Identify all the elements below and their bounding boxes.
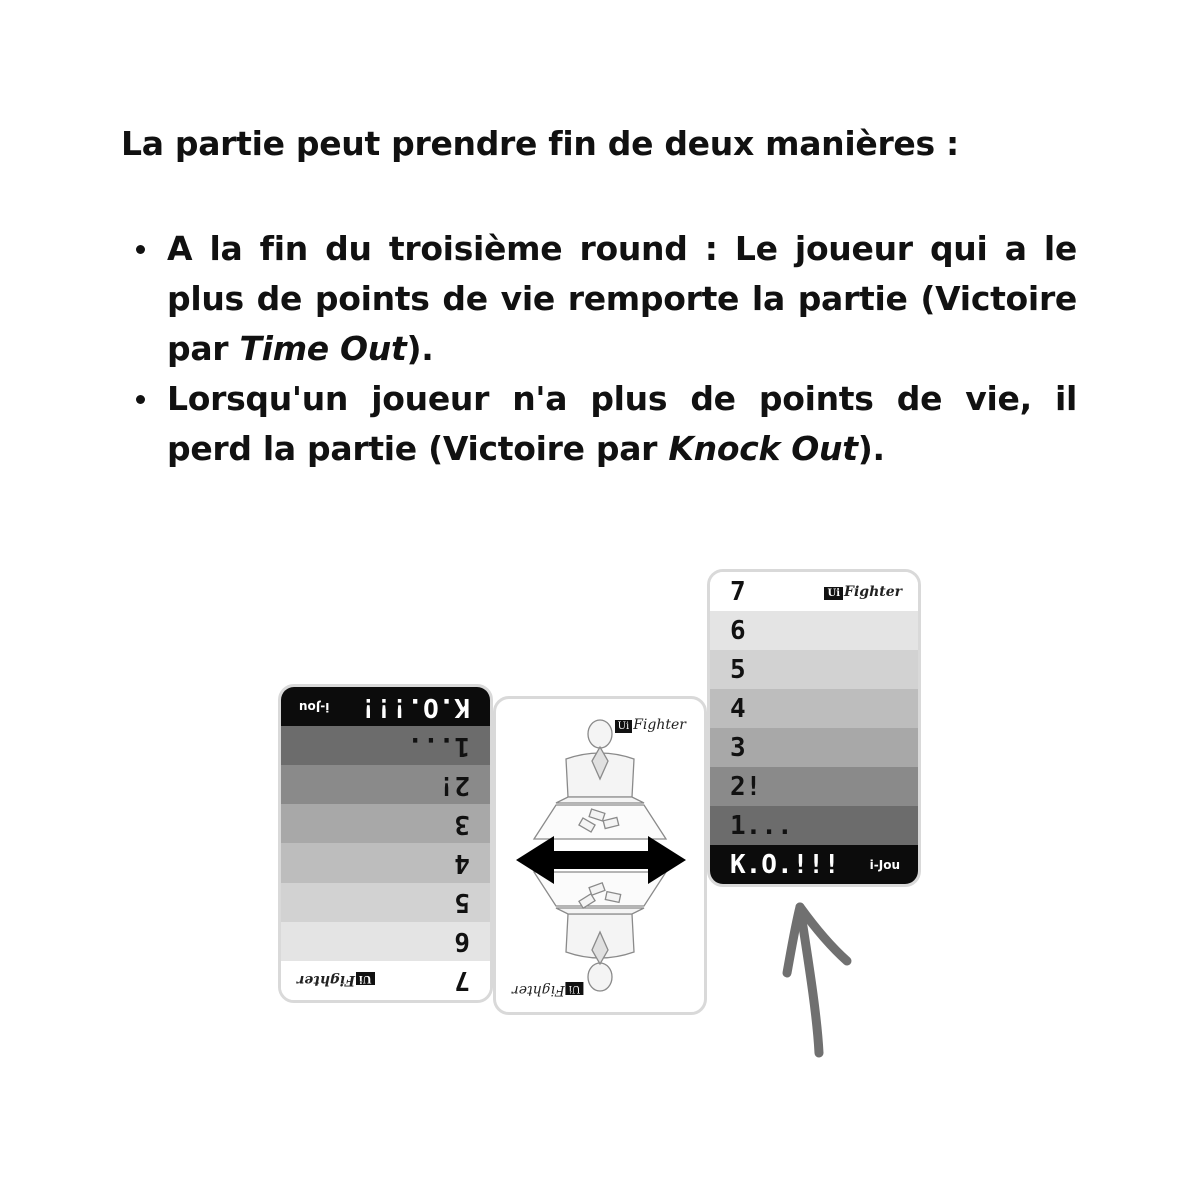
- double-arrow-icon: [514, 834, 688, 886]
- rules-list: [167, 224, 1077, 474]
- life-row-6: 6: [281, 922, 490, 961]
- rule-time-out: A la fin du troisième round : Le joueur qui a le plus de points de vie remporte la partie (Victoire par Time Out).: [167, 224, 1077, 374]
- ijou-brand-logo: i-Jou: [299, 699, 330, 714]
- life-row-3: 3: [281, 804, 490, 843]
- life-row-3: 3: [710, 728, 918, 767]
- life-row-1: 1...: [710, 806, 918, 845]
- life-row-2: 2!: [281, 765, 490, 804]
- uifighter-logo: Ui Fighter: [615, 717, 686, 733]
- life-row-4: 4: [710, 689, 918, 728]
- life-row-ko: K.O.!!! i-Jou: [281, 687, 490, 726]
- life-row-5: 5: [281, 883, 490, 922]
- opponent-life-card: [278, 684, 493, 1003]
- uifighter-logo: UiFighter: [297, 972, 375, 988]
- life-row-4: 4: [281, 844, 490, 883]
- ijou-brand-logo: i-Jou: [869, 857, 900, 872]
- uifighter-logo: UiFighter: [512, 982, 583, 998]
- up-arrow-icon: [773, 893, 863, 1063]
- intro-text: La partie peut prendre fin de deux manières :: [121, 124, 959, 163]
- up-arrow-stroke: [787, 907, 847, 1053]
- double-arrow-shape: [516, 836, 686, 884]
- player-life-card: [707, 569, 921, 887]
- life-row-6: 6: [710, 611, 918, 650]
- life-row-5: 5: [710, 650, 918, 689]
- life-row-ko: K.O.!!! i-Jou: [710, 845, 918, 884]
- life-row-1: 1...: [281, 726, 490, 765]
- uifighter-logo: Ui Fighter: [824, 584, 902, 600]
- time-out-term: Time Out: [239, 329, 407, 368]
- rule-knock-out: Lorsqu'un joueur n'a plus de points de vie, il perd la partie (Victoire par Knock Out).: [167, 374, 1077, 474]
- life-row-2: 2!: [710, 767, 918, 806]
- knock-out-term: Knock Out: [668, 429, 858, 468]
- life-row-7: 7 Ui Fighter: [710, 572, 918, 611]
- life-row-7: 7 UiFighter: [281, 961, 490, 1000]
